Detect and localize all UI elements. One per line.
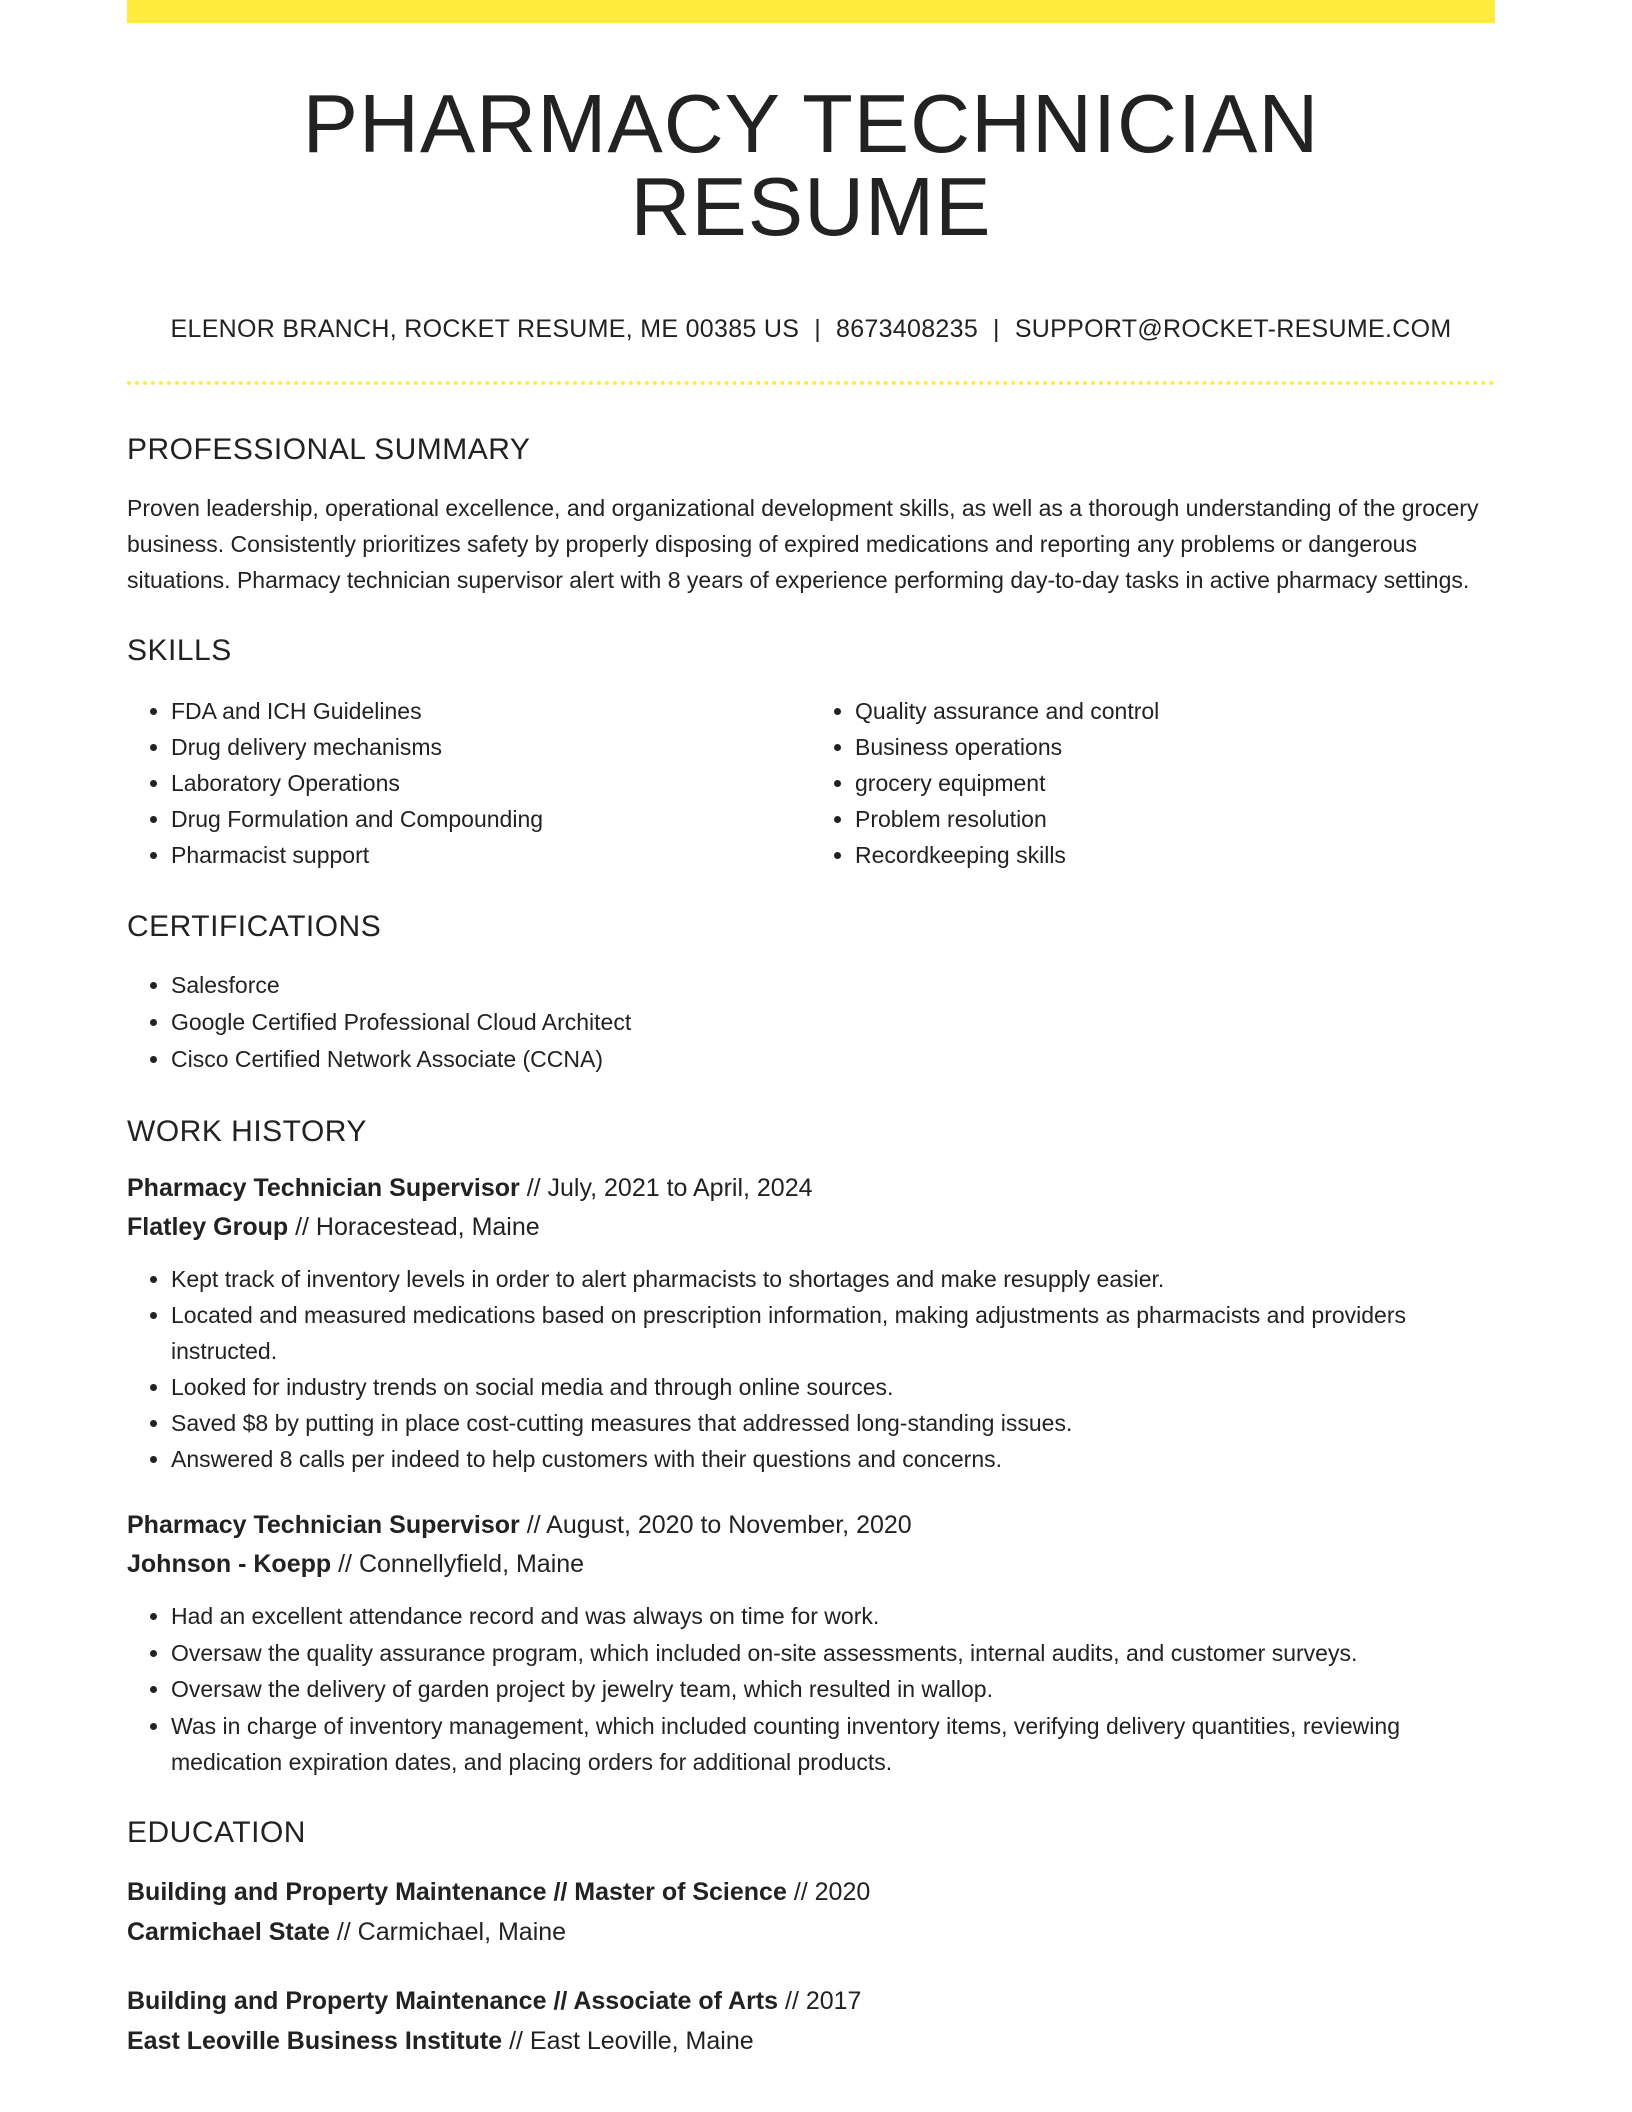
education-section (127, 1815, 1495, 2061)
work-history-section (127, 1117, 1495, 1781)
contact-separator: | (814, 315, 821, 343)
education-degree-line (127, 1981, 1495, 2021)
job-title-line (127, 1506, 1495, 1545)
resume-title: PHARMACY TECHNICIAN RESUME (302, 77, 1320, 253)
section-heading: SKILLS (127, 634, 232, 667)
list-item: • Salesforce (171, 967, 1495, 1004)
skills-section (127, 636, 1495, 873)
list-item: • Quality assurance and control (855, 693, 1495, 729)
list-item: • Pharmacist support (171, 837, 811, 873)
list-item: • Oversaw the quality assurance program, which included on-site assessments, internal audits, and customer surveys. (171, 1635, 1495, 1672)
list-item: • Business operations (855, 729, 1495, 765)
skills-columns (127, 693, 1495, 873)
list-item: • Was in charge of inventory management, which included counting inventory items, verifying delivery quantities, reviewing medication expiration dates, and placing orders for additional products. (171, 1708, 1495, 1781)
education-school: Carmichael State (127, 1917, 330, 1946)
skills-list-right (811, 693, 1495, 873)
list-item: • Answered 8 calls per indeed to help customers with their questions and concerns. (171, 1441, 1495, 1477)
job-entry (127, 1506, 1495, 1781)
education-entry (127, 1872, 1495, 1952)
resume-page (127, 0, 1495, 2061)
certifications-list (127, 967, 1495, 1078)
contact-phone: 8673408235 (835, 315, 979, 343)
list-item: • Looked for industry trends on social media and through online sources. (171, 1369, 1495, 1405)
list-item: • grocery equipment (855, 765, 1495, 801)
education-degree: Building and Property Maintenance // Master of Science (127, 1877, 787, 1906)
job-title-line (127, 1169, 1495, 1208)
job-company: Johnson - Koepp (127, 1550, 332, 1578)
list-item: • Recordkeeping skills (855, 837, 1495, 873)
list-item: • Problem resolution (855, 801, 1495, 837)
list-item: • Oversaw the delivery of garden project by jewelry team, which resulted in wallop. (171, 1671, 1495, 1708)
education-year: // 2020 (786, 1877, 871, 1906)
job-company: Flatley Group (127, 1213, 289, 1241)
skills-list-left (127, 693, 811, 873)
section-heading: EDUCATION (127, 1815, 306, 1849)
education-degree: Building and Property Maintenance // Associate of Arts (127, 1986, 779, 2015)
job-title: Pharmacy Technician Supervisor (127, 1174, 520, 1202)
education-school-line (127, 2021, 1495, 2061)
job-dates: // July, 2021 to April, 2024 (519, 1174, 813, 1202)
contact-email: SUPPORT@ROCKET-RESUME.COM (1014, 315, 1452, 343)
contact-line (127, 317, 1495, 342)
list-item: • Drug Formulation and Compounding (171, 801, 811, 837)
job-company-line (127, 1208, 1495, 1247)
contact-address: ELENOR BRANCH, ROCKET RESUME, ME 00385 US (170, 315, 800, 343)
education-school-line (127, 1912, 1495, 1952)
job-title: Pharmacy Technician Supervisor (127, 1511, 520, 1539)
section-heading: CERTIFICATIONS (127, 910, 382, 943)
job-dates: // August, 2020 to November, 2020 (519, 1511, 912, 1539)
education-entry (127, 1981, 1495, 2061)
education-location: // East Leoville, Maine (502, 2026, 754, 2055)
list-item: • Saved $8 by putting in place cost-cutting measures that addressed long-standing issues. (171, 1405, 1495, 1441)
summary-text: Proven leadership, operational excellence, and organizational development skills, as well as a thorough understanding of the grocery business. Consistently prioritizes safety by properly disposing of expired medications and reporting any problems or dangerous situations. Pharmacy technician supervisor alert with 8 years of experience performing day-to-day tasks in active pharmacy settings. (127, 495, 1479, 593)
list-item: • Drug delivery mechanisms (171, 729, 811, 765)
list-item: • Kept track of inventory levels in order to alert pharmacists to shortages and make resupply easier. (171, 1261, 1495, 1297)
job-bullets (127, 1261, 1495, 1477)
list-item: • Had an excellent attendance record and was always on time for work. (171, 1598, 1495, 1635)
list-item: • Cisco Certified Network Associate (CCNA) (171, 1041, 1495, 1078)
list-item: • Google Certified Professional Cloud Architect (171, 1004, 1495, 1041)
job-location: // Horacestead, Maine (288, 1213, 540, 1241)
dotted-divider (127, 381, 1495, 385)
section-heading: WORK HISTORY (127, 1115, 367, 1148)
job-location: // Connellyfield, Maine (331, 1550, 585, 1578)
list-item: • Laboratory Operations (171, 765, 811, 801)
education-school: East Leoville Business Institute (127, 2026, 503, 2055)
job-bullets (127, 1598, 1495, 1781)
certifications-section (127, 912, 1495, 1078)
list-item: • FDA and ICH Guidelines (171, 693, 811, 729)
job-company-line (127, 1545, 1495, 1584)
list-item: • Located and measured medications based on prescription information, making adjustments as pharmacists and providers instructed. (171, 1297, 1495, 1369)
accent-bar (127, 0, 1495, 23)
contact-separator: | (993, 315, 1000, 343)
education-degree-line (127, 1872, 1495, 1912)
job-entry (127, 1169, 1495, 1477)
education-location: // Carmichael, Maine (329, 1917, 567, 1946)
education-year: // 2017 (778, 1986, 862, 2015)
summary-section (127, 435, 1495, 598)
section-heading: PROFESSIONAL SUMMARY (127, 433, 531, 466)
